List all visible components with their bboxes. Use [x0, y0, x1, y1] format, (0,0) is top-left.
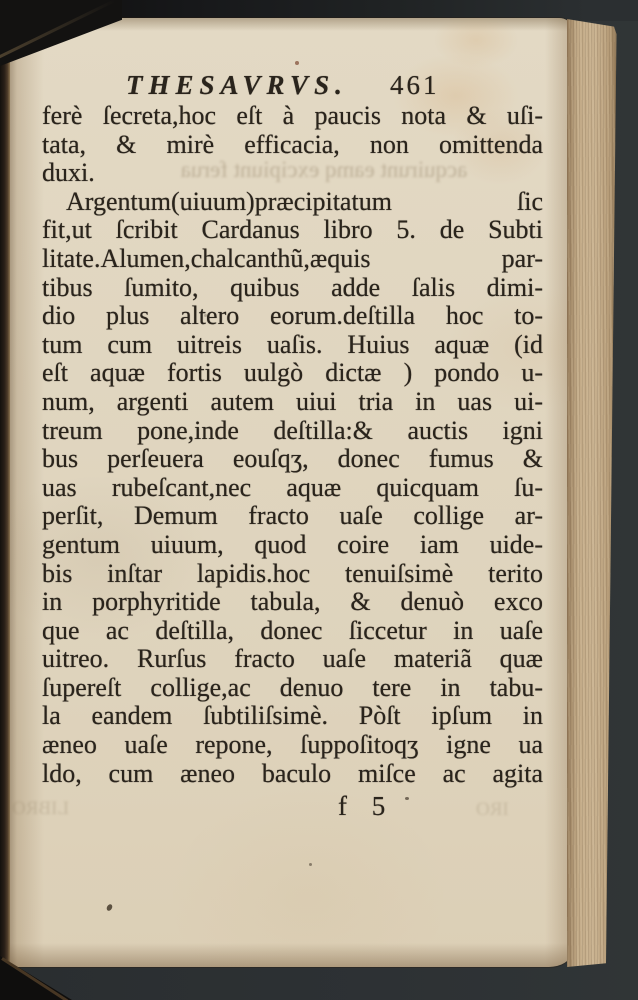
text-line: treum pone,inde deſtilla:& auctis igni	[42, 415, 543, 445]
show-through-text: acquirunt eamq excipiunt ferua	[180, 157, 468, 182]
text-line: ſupereſt collige,ac denuo tere in tabu-	[42, 672, 543, 702]
text-line: litate.Alumen,chalcanthũ,æquis par-	[42, 243, 543, 273]
ink-speck	[204, 314, 207, 317]
text-line: bis inſtar lapidis.hoc tenuiſsimè terito	[42, 558, 543, 588]
text-line: tum cum uitreis uaſis. Huius aquæ (id	[42, 329, 543, 359]
text-line: duxi.	[42, 158, 95, 188]
body-text	[42, 102, 543, 788]
text-line: fit,ut ſcribit Cardanus libro 5. de Subti	[42, 215, 543, 245]
text-line: la eandem ſubtiliſsimè. Pòſt ipſum in	[42, 701, 543, 731]
show-through-text: LIBRO	[12, 798, 69, 819]
text-line: ferè ſecreta,hoc eſt à paucis nota & uſi-	[42, 101, 543, 130]
text-line: dio plus altero eorum.deſtilla hoc to-	[42, 301, 543, 331]
ink-speck	[309, 863, 312, 866]
binding-gutter	[0, 18, 10, 967]
text-line: gentum uiuum, quod coire iam uide-	[42, 529, 543, 559]
text-line: in porphyritide tabula, & denuò exco	[42, 587, 543, 617]
ink-speck	[295, 61, 299, 65]
text-line: bus perſeuera eouſqʒ, donec fumus &	[42, 444, 543, 474]
page-number: 461	[390, 70, 440, 100]
text-line: Argentum(uiuum)præcipitatum ſic	[66, 186, 543, 216]
text-line: ldo, cum æneo baculo miſce ac agita	[42, 758, 543, 788]
text-line: æneo uaſe repone, ſuppoſitoqʒ igne ua	[42, 730, 543, 760]
text-line: num, argenti autem uiui tria in uas ui-	[42, 386, 543, 416]
show-through-text: IRO	[476, 799, 509, 820]
ink-speck	[405, 797, 409, 800]
text-line: tibus ſumito, quibus adde ſalis dimi-	[42, 272, 543, 302]
text-line: eſt aquæ fortis uulgò dictæ ) pondo u-	[42, 358, 543, 388]
book-page-paper	[8, 18, 571, 967]
text-line: uas rubeſcant,nec aquæ quicquam ſu-	[42, 472, 543, 502]
text-line: uitreo. Rurſus fracto uaſe materiã quæ	[42, 644, 543, 674]
text-line: que ac deſtilla, donec ſiccetur in uaſe	[42, 615, 543, 645]
book-fore-edge	[567, 19, 617, 967]
ink-speck	[519, 655, 522, 658]
text-line: tata, & mirè efficacia, non omittenda	[42, 129, 543, 159]
signature-mark: f 5	[338, 791, 386, 821]
running-header-title: THESAVRVS.	[126, 70, 348, 100]
text-line: perſit, Demum fracto uaſe collige ar-	[42, 501, 543, 531]
ink-speck	[106, 903, 114, 912]
